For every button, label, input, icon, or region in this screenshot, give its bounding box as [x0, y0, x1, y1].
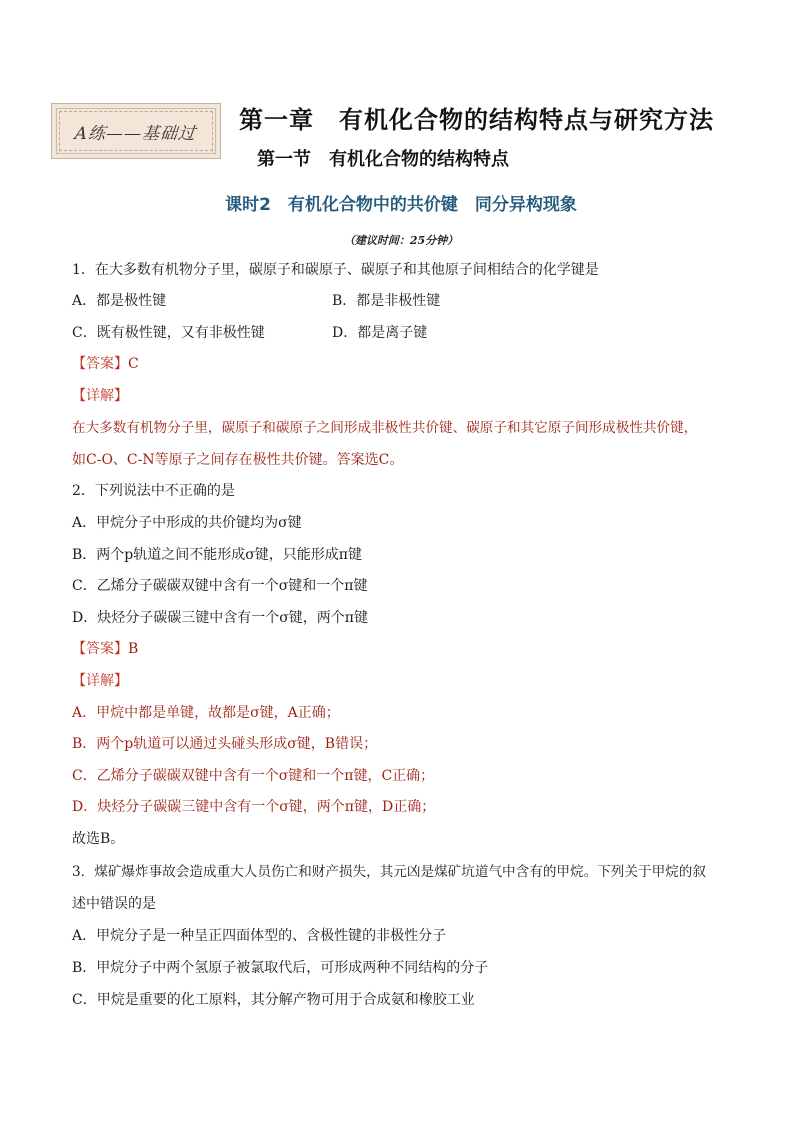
- chapter-title: 第一章 有机化合物的结构特点与研究方法: [239, 106, 714, 134]
- q1-answer-value: C: [128, 356, 139, 372]
- q3-stem-line-2: 述中错误的是: [72, 896, 156, 912]
- q3-option-a: A．甲烷分子是一种呈正四面体型的、含极性键的非极性分子: [72, 928, 447, 944]
- q2-detail-label: [72, 672, 128, 690]
- q2-option-b: B．两个p轨道之间不能形成σ键，只能形成π键: [72, 547, 363, 563]
- q1-detail-label-text: 【详解】: [72, 388, 128, 404]
- q2-answer-value: B: [128, 641, 139, 657]
- q2-answer: [72, 640, 138, 658]
- q2-answer-label: 【答案】: [72, 641, 128, 657]
- q3-stem-line-1: 3．煤矿爆炸事故会造成重大人员伤亡和财产损失，其元凶是煤矿坑道气中含有的甲烷。下列关于甲烷的叙: [72, 864, 706, 880]
- q1-stem: 1．在大多数有机物分子里，碳原子和碳原子、碳原子和其他原子间相结合的化学键是: [72, 262, 599, 278]
- q1-options-row-2: [72, 324, 428, 342]
- practice-badge: [51, 103, 221, 159]
- q1-option-c: C．既有极性键，又有非极性键: [72, 325, 265, 341]
- badge-label: A练——基础过: [74, 123, 198, 144]
- q2-detail-b: B．两个p轨道可以通过头碰头形成σ键，B错误；: [72, 736, 378, 752]
- q2-detail-a: A．甲烷中都是单键，故都是σ键，A正确；: [72, 705, 340, 721]
- suggested-time: （建议时间：25分钟）: [343, 234, 459, 247]
- q2-detail-label-text: 【详解】: [72, 673, 128, 689]
- q1-detail-label: [72, 387, 128, 405]
- q2-stem: 2．下列说法中不正确的是: [72, 483, 235, 499]
- q1-answer: [72, 355, 139, 373]
- q1-option-a: A．都是极性键: [72, 293, 167, 309]
- q1-detail-line-2: 如C-O、C-N等原子之间存在极性共价键。答案选C。: [72, 452, 404, 468]
- q1-detail-line-1: 在大多数有机物分子里，碳原子和碳原子之间形成非极性共价键、碳原子和其它原子间形成极性共价键，: [72, 420, 698, 436]
- q2-option-c: C．乙烯分子碳碳双键中含有一个σ键和一个π键: [72, 578, 368, 594]
- q3-option-c: C．甲烷是重要的化工原料，其分解产物可用于合成氨和橡胶工业: [72, 992, 475, 1008]
- badge-frame: [59, 111, 213, 151]
- q2-detail-d: D．炔烃分子碳碳三键中含有一个σ键，两个π键，D正确；: [72, 799, 436, 815]
- lesson-title: 课时2 有机化合物中的共价键 同分异构现象: [225, 195, 577, 215]
- q1-option-d: D．都是离子键: [332, 325, 428, 341]
- q1-option-b: B．都是非极性键: [332, 293, 441, 309]
- q1-options-row-1: [72, 292, 441, 310]
- q2-conclusion: 故选B。: [72, 831, 125, 847]
- q2-option-d: D．炔烃分子碳碳三键中含有一个σ键，两个π键: [72, 610, 368, 626]
- q1-answer-label: 【答案】: [72, 356, 128, 372]
- q2-option-a: A．甲烷分子中形成的共价键均为σ键: [72, 515, 302, 531]
- section-title: 第一节 有机化合物的结构特点: [257, 149, 509, 170]
- q3-option-b: B．甲烷分子中两个氢原子被氯取代后，可形成两种不同结构的分子: [72, 960, 489, 976]
- q2-detail-c: C．乙烯分子碳碳双键中含有一个σ键和一个π键，C正确；: [72, 768, 435, 784]
